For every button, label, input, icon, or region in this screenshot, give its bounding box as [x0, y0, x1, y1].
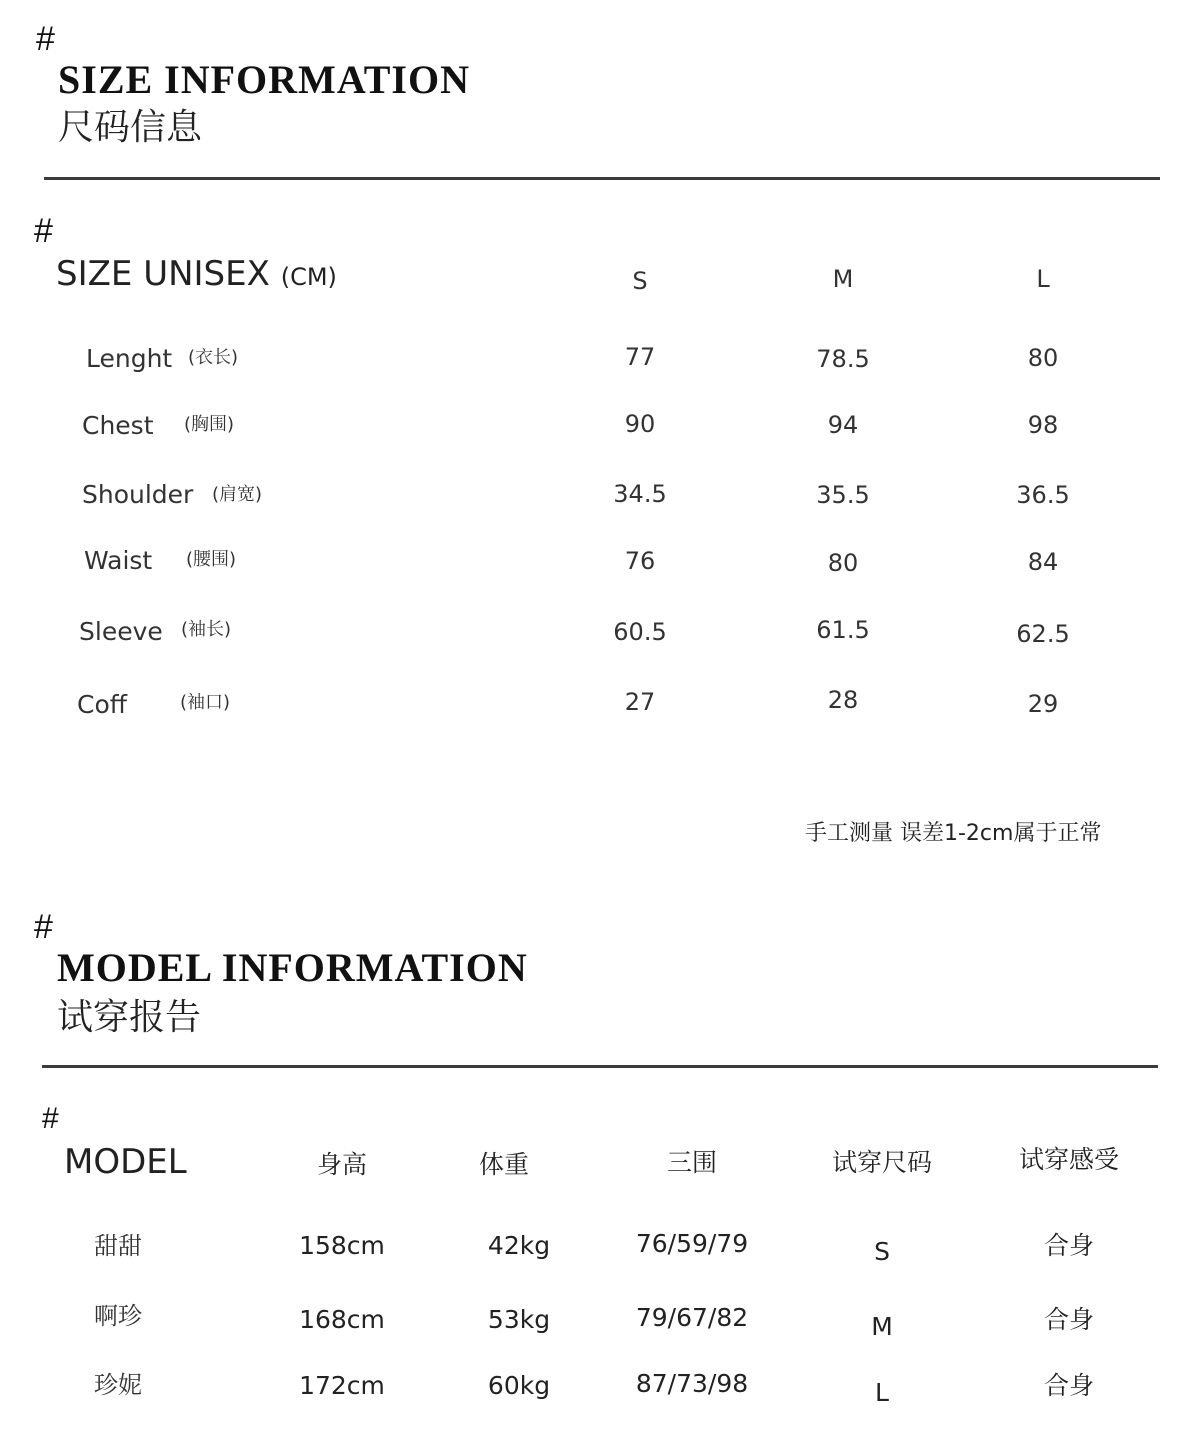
size-table-heading-text: SIZE UNISEX	[56, 254, 270, 294]
size-column-header: L	[1036, 265, 1050, 293]
model-information-title-cn: 试穿报告	[57, 997, 202, 1038]
measurement-value: 35.5	[816, 481, 870, 509]
measurement-label: Sleeve	[79, 617, 163, 646]
measurement-label-cn: (衣长)	[188, 347, 239, 368]
table-hash-mark: #	[34, 212, 53, 250]
measurement-value: 27	[624, 688, 656, 716]
model-height: 168cm	[299, 1305, 385, 1334]
model-name: 甜甜	[94, 1232, 142, 1260]
measurement-value: 36.5	[1016, 481, 1070, 509]
measurement-value: 98	[1027, 411, 1059, 439]
measurement-value: 80	[1027, 344, 1059, 372]
measurement-value: 76	[624, 547, 656, 575]
model-table-heading: MODEL	[64, 1142, 187, 1182]
model-name: 珍妮	[94, 1371, 142, 1399]
model-information-title: MODEL INFORMATION	[57, 945, 528, 990]
measurement-note: 手工测量 误差1-2cm属于正常	[805, 821, 1102, 846]
model-measurements: 79/67/82	[635, 1303, 749, 1332]
model-fit-feel: 合身	[1043, 1231, 1095, 1260]
model-height: 158cm	[299, 1231, 385, 1260]
measurement-value: 90	[624, 410, 656, 438]
model-size: M	[871, 1312, 893, 1341]
measurement-value: 29	[1027, 690, 1059, 718]
size-table-heading	[56, 254, 337, 297]
model-size: L	[875, 1378, 889, 1407]
section-divider	[44, 177, 1160, 180]
measurement-label: Waist	[84, 546, 153, 575]
measurement-label: Shoulder	[82, 480, 194, 509]
measurement-value: 80	[827, 549, 859, 577]
measurement-label: Chest	[82, 411, 154, 440]
section-divider	[42, 1065, 1158, 1068]
model-measurements: 87/73/98	[635, 1369, 749, 1398]
table-hash-mark: #	[42, 1102, 59, 1135]
section-hash-mark: #	[36, 20, 55, 58]
measurement-label: Coff	[77, 690, 127, 719]
size-information-title: SIZE INFORMATION	[58, 57, 470, 102]
size-table-unit: (CM)	[280, 263, 337, 291]
measurement-label-cn: (腰围)	[186, 549, 237, 570]
model-weight: 60kg	[487, 1371, 551, 1400]
measurement-label: Lenght	[86, 344, 173, 373]
model-size: S	[874, 1237, 890, 1266]
measurement-value: 61.5	[816, 616, 870, 644]
measurement-value: 34.5	[613, 480, 667, 508]
measurement-value: 77	[624, 343, 656, 371]
size-column-header: M	[832, 265, 854, 293]
measurement-value: 60.5	[613, 618, 667, 646]
section-hash-mark: #	[34, 908, 53, 946]
model-fit-feel: 合身	[1043, 1305, 1095, 1334]
model-measurements: 76/59/79	[635, 1229, 749, 1258]
measurement-value: 84	[1027, 548, 1059, 576]
model-weight: 42kg	[487, 1231, 551, 1260]
size-information-title-cn: 尺码信息	[58, 107, 203, 148]
measurement-label-cn: (袖长)	[181, 619, 232, 640]
model-name: 啊珍	[94, 1302, 142, 1330]
measurement-label-cn: (胸围)	[184, 414, 235, 435]
measurement-value: 62.5	[1016, 620, 1070, 648]
measurement-value: 78.5	[816, 345, 870, 373]
measurement-label-cn: (肩宽)	[212, 484, 263, 505]
measurement-value: 94	[827, 411, 859, 439]
model-weight: 53kg	[487, 1305, 551, 1334]
model-column-header: 身高	[316, 1150, 368, 1179]
size-column-header: S	[632, 267, 648, 295]
model-column-header: 体重	[478, 1150, 530, 1179]
model-column-header: 三围	[666, 1148, 718, 1177]
measurement-label-cn: (袖口)	[180, 692, 231, 713]
model-column-header: 试穿感受	[1018, 1145, 1120, 1174]
model-column-header: 试穿尺码	[831, 1148, 933, 1177]
measurement-value: 28	[827, 686, 859, 714]
model-fit-feel: 合身	[1043, 1371, 1095, 1400]
model-height: 172cm	[299, 1371, 385, 1400]
